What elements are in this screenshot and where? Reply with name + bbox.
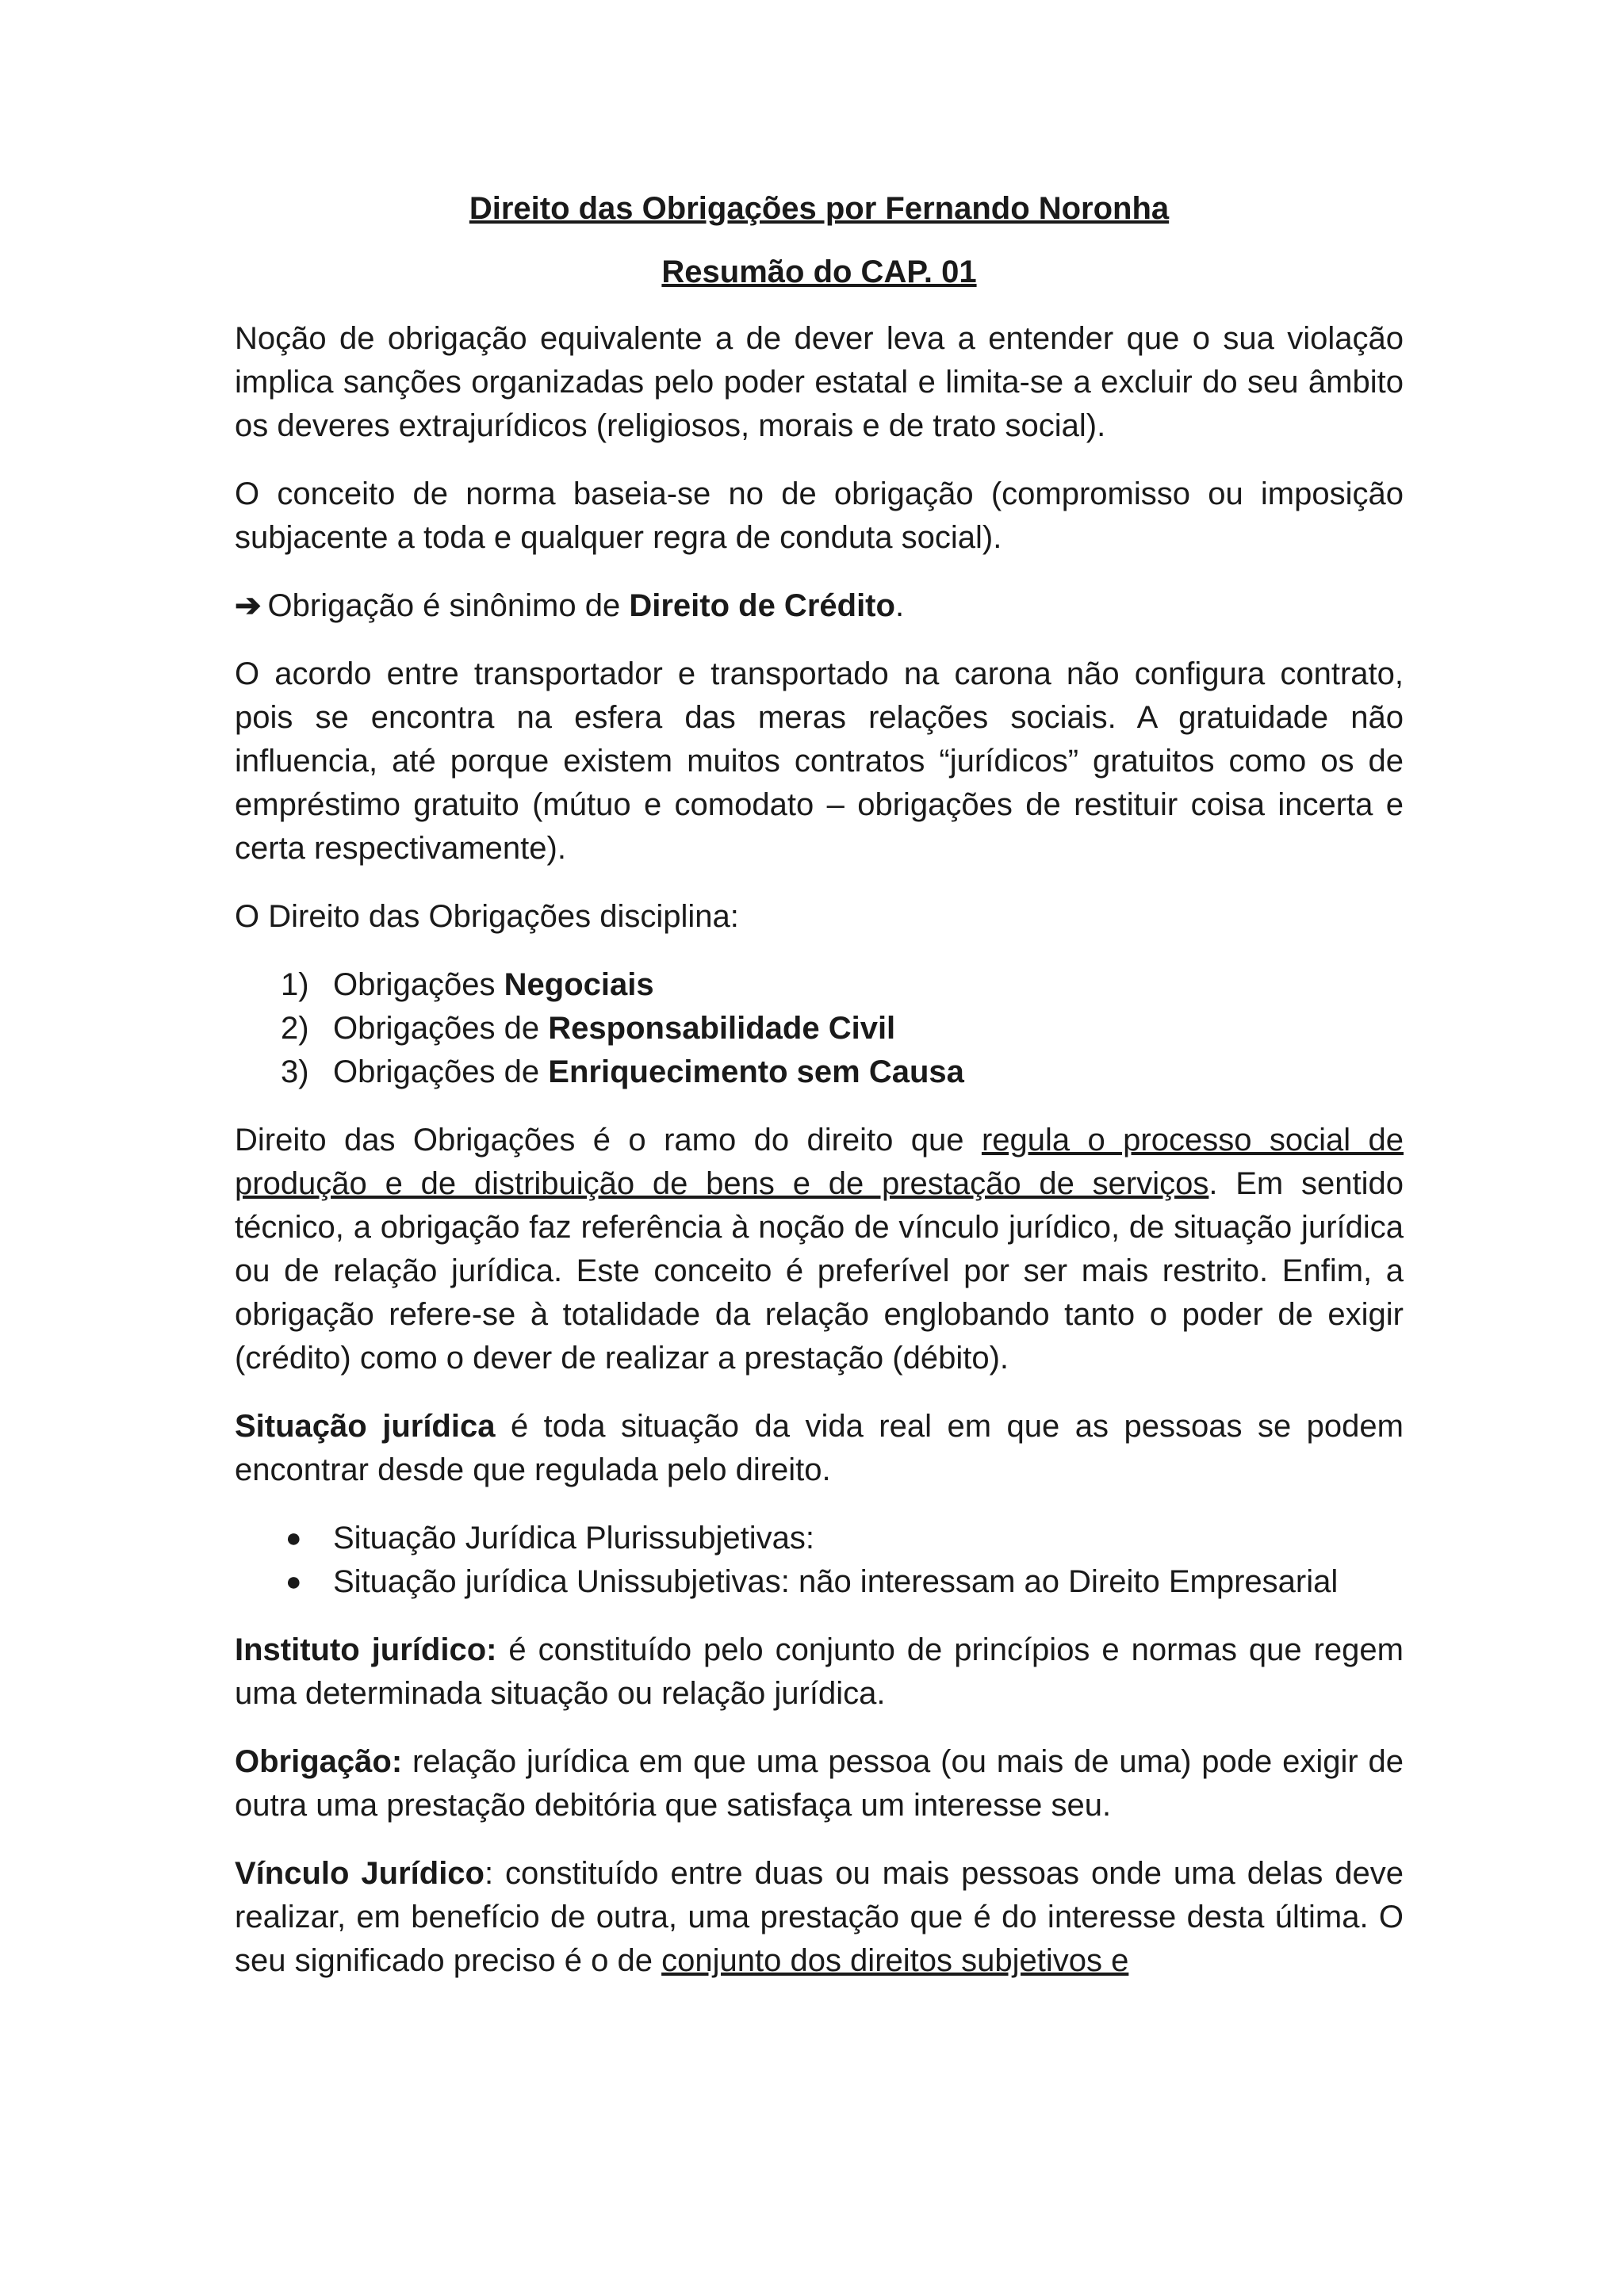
list-item-text: Obrigações: [333, 967, 504, 1002]
term-bold: Instituto jurídico:: [235, 1632, 497, 1667]
arrow-statement-bold: Direito de Crédito: [629, 588, 895, 623]
paragraph-text: . Em sentido técnico, a obrigação faz referência à noção de vínculo jurídico, de situação jurídica ou de relação jurídica. Este conceito é preferível por ser mais restrito. Enfim, a obrigação refere-se à totalidade da relação englobando tanto o poder de exigir (crédito) como o dever de realizar a prestação (débito).: [235, 1166, 1404, 1376]
definition-text: relação jurídica em que uma pessoa (ou mais de uma) pode exigir de outra uma prestação debitória que satisfaça um interesse seu.: [235, 1744, 1404, 1823]
paragraph-carona: O acordo entre transportador e transportado na carona não configura contrato, pois se encontra na esfera das meras relações sociais. A gratuidade não influencia, até porque existem muitos contratos “jurídicos” gratuitos como os de empréstimo gratuito (mútuo e comodato – obrigações de restituir coisa incerta e certa respectivamente).: [235, 656, 1404, 866]
document-title: Direito das Obrigações por Fernando Noronha: [469, 191, 1170, 226]
term-bold: Situação jurídica: [235, 1409, 496, 1444]
paragraph-ramo-direito: [235, 1119, 1404, 1380]
bullet-icon: ●: [285, 1523, 302, 1553]
paragraph-instituto-juridico: [235, 1628, 1404, 1716]
paragraph-disciplina: O Direito das Obrigações disciplina:: [235, 899, 739, 934]
paragraph-obrigacao: [235, 1740, 1404, 1827]
list-item: [235, 1560, 1404, 1604]
definition-text: é constituído pelo conjunto de princípios e normas que regem uma determinada situação ou relação jurídica.: [235, 1632, 1404, 1711]
paragraph-situacao-juridica: [235, 1405, 1404, 1492]
underlined-text: conjunto dos direitos subjetivos e: [661, 1943, 1129, 1978]
obligations-list: [235, 963, 1404, 1094]
paragraph-text: Direito das Obrigações é o ramo do direito que: [235, 1123, 982, 1158]
list-item-bold: Enriquecimento sem Causa: [548, 1054, 964, 1089]
list-item-bold: Negociais: [504, 967, 654, 1002]
term-bold: Vínculo Jurídico: [235, 1856, 485, 1891]
list-item: [235, 963, 1404, 1007]
list-item-text: Obrigações de: [333, 1054, 549, 1089]
list-item-text: Situação jurídica Unissubjetivas: não interessam ao Direito Empresarial: [333, 1564, 1339, 1599]
paragraph-conceito-norma: O conceito de norma baseia-se no de obrigação (compromisso ou imposição subjacente a toda e qualquer regra de conduta social).: [235, 476, 1404, 555]
bullet-icon: ●: [285, 1567, 302, 1597]
list-item-number: 1): [281, 967, 309, 1002]
document-subtitle: Resumão do CAP. 01: [661, 254, 977, 289]
list-item: [235, 1007, 1404, 1050]
arrow-statement-end: .: [894, 588, 905, 623]
definition-text: : constituído entre duas ou mais pessoas onde uma delas deve realizar, em benefício de outra, uma prestação que é do interesse desta última. O seu significado preciso é o de: [235, 1856, 1404, 1978]
list-item-number: 3): [281, 1054, 309, 1089]
definition-text: é toda situação da vida real em que as pessoas se podem encontrar desde que regulada pelo direito.: [235, 1409, 1404, 1487]
list-item: [235, 1517, 1404, 1560]
paragraph-vinculo-juridico: [235, 1852, 1404, 1983]
list-item-number: 2): [281, 1011, 309, 1046]
list-item-text: Obrigações de: [333, 1011, 549, 1046]
list-item-text: Situação Jurídica Plurissubjetivas:: [333, 1521, 814, 1556]
arrow-statement-text: Obrigação é sinônimo de: [267, 588, 630, 623]
underlined-text: regula o processo social de produção e de distribuição de bens e de prestação de serviços: [235, 1123, 1404, 1201]
list-item: [235, 1050, 1404, 1094]
situacao-bullet-list: [235, 1517, 1404, 1604]
arrow-right-icon: ➔: [235, 588, 262, 623]
arrow-statement: [235, 584, 1404, 628]
document-body: [235, 187, 1404, 2007]
paragraph-noção-obrigacao: Noção de obrigação equivalente a de dever leva a entender que o sua violação implica sanções organizadas pelo poder estatal e limita-se a excluir do seu âmbito os deveres extrajurídicos (religiosos, morais e de trato social).: [235, 321, 1404, 443]
term-bold: Obrigação:: [235, 1744, 403, 1779]
list-item-bold: Responsabilidade Civil: [548, 1011, 896, 1046]
